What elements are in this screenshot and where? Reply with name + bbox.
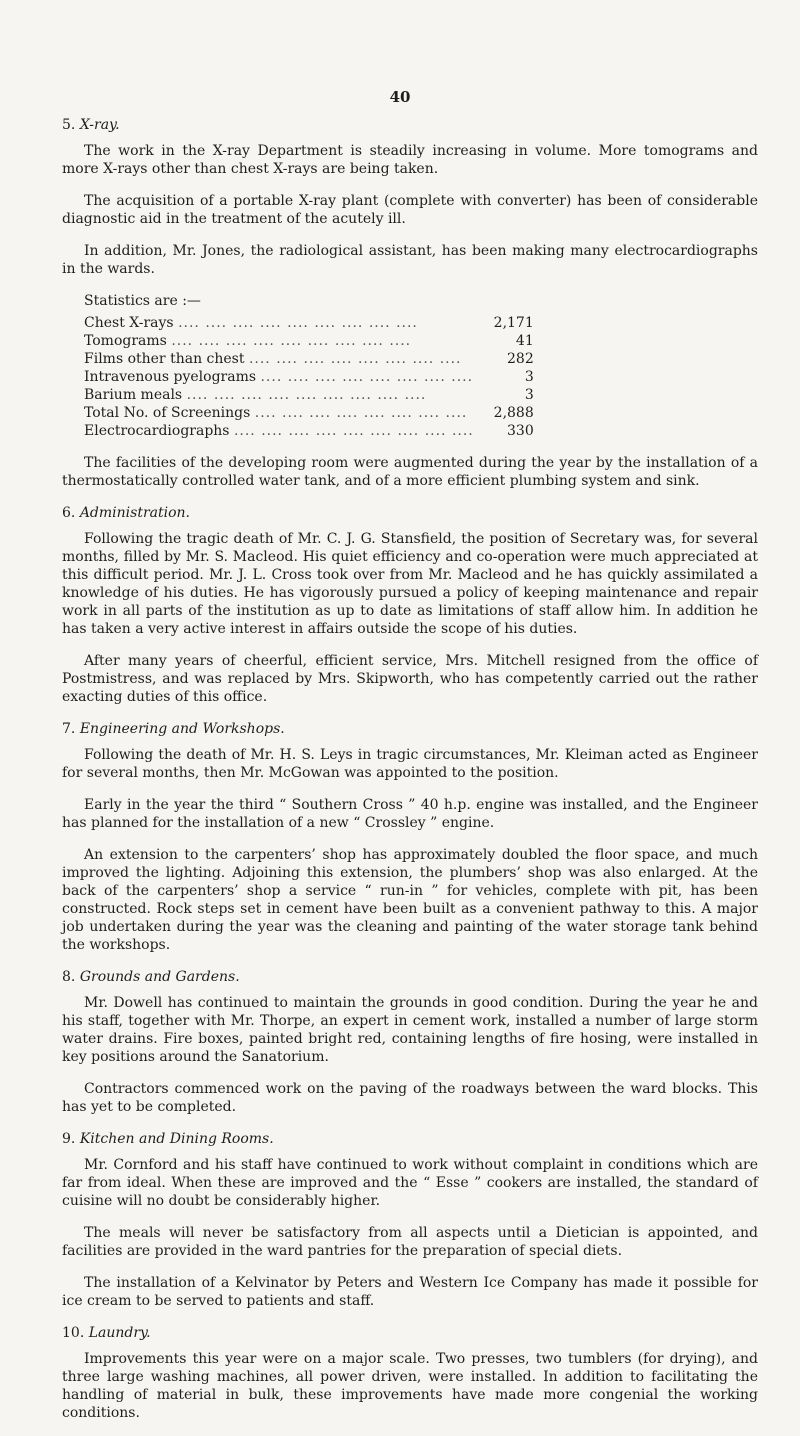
section-number: 7. [62,721,76,737]
table-row: Tomograms .... .... .... .... .... .... .... .... .... 41 [84,333,534,349]
paragraph: After many years of cheerful, efficient service, Mrs. Mitchell resigned from the office of Postmistress, and was replaced by Mrs. Skipworth, who has competently carried out the rather exacting duties of this office. [62,653,758,705]
stat-value: 3 [524,387,534,403]
stat-value: 2,888 [493,405,534,421]
section-laundry [62,1324,758,1422]
section-number: 8. [62,969,76,985]
page-content [62,116,758,1436]
paragraph: Early in the year the third “ Southern Cross ” 40 h.p. engine was installed, and the Engineer has planned for the installation of a new “ Crossley ” engine. [62,797,758,831]
section-title: Engineering and Workshops. [79,721,285,737]
stat-label: Total No. of Screenings [84,405,251,421]
paragraph: The facilities of the developing room were augmented during the year by the installation of a thermostatically controlled water tank, and of a more efficient plumbing system and sink. [62,455,758,489]
section-title: Grounds and Gardens. [79,969,240,985]
page-number: 40 [389,88,411,106]
stat-value: 282 [507,351,534,367]
section-number: 9. [62,1131,76,1147]
paragraph: The work in the X-ray Department is steadily increasing in volume. More tomograms and more X-rays other than chest X-rays are being taken. [62,143,758,177]
table-row: Electrocardiographs .... .... .... .... .... .... .... .... .... 330 [84,423,534,439]
paragraph: In addition, Mr. Jones, the radiological assistant, has been making many electrocardiographs in the wards. [62,243,758,277]
section-title: Laundry. [88,1325,151,1341]
table-row: Total No. of Screenings .... .... .... .... .... .... .... .... 2,888 [84,405,534,421]
table-row: Intravenous pyelograms .... .... .... .... .... .... .... .... 3 [84,369,534,385]
stat-label: Films other than chest [84,351,245,367]
paragraph: Following the tragic death of Mr. C. J. G. Stansfield, the position of Secretary was, for several months, filled by Mr. S. Macleod. His quiet efficiency and co-operation were much appreciated at this difficult period. Mr. J. L. Cross took over from Mr. Macleod and he has quickly assimilated a knowledge of his duties. He has vigorously pursued a policy of keeping maintenance and repair work in all parts of the institution as up to date as limitations of staff allow him. In addition he has taken a very active interest in affairs outside the scope of his duties. [62,531,758,637]
stat-label: Intravenous pyelograms [84,369,257,385]
section-administration [62,504,758,706]
table-row: Barium meals .... .... .... .... .... .... .... .... .... 3 [84,387,534,403]
stat-label: Barium meals [84,387,183,403]
section-engineering [62,720,758,954]
stat-value: 41 [515,333,534,349]
paragraph: Mr. Dowell has continued to maintain the grounds in good condition. During the year he and his staff, together with Mr. Thorpe, an expert in cement work, installed a number of large storm water drains. Fire boxes, painted bright red, containing lengths of fire hosing, were installed in key positions around the Sanatorium. [62,995,758,1065]
section-heading [62,504,758,522]
section-title: X-ray. [79,117,120,133]
stat-value: 2,171 [493,315,534,331]
paragraph: The installation of a Kelvinator by Peters and Western Ice Company has made it possible for ice cream to be served to patients and staff. [62,1275,758,1309]
paragraph: Following the death of Mr. H. S. Leys in tragic circumstances, Mr. Kleiman acted as Engineer for several months, then Mr. McGowan was appointed to the position. [62,747,758,781]
paragraph: The meals will never be satisfactory from all aspects until a Dietician is appointed, and facilities are provided in the ward pantries for the preparation of special diets. [62,1225,758,1259]
stat-value: 3 [524,369,534,385]
section-number: 5. [62,117,76,133]
section-heading [62,968,758,986]
paragraph: Contractors commenced work on the paving of the roadways between the ward blocks. This has yet to be completed. [62,1081,758,1115]
statistics-table [84,314,534,440]
table-row: Chest X-rays .... .... .... .... .... .... .... .... .... 2,171 [84,315,534,331]
section-xray [62,116,758,490]
stat-label: Tomograms [84,333,167,349]
paragraph: An extension to the carpenters’ shop has approximately doubled the floor space, and much improved the lighting. Adjoining this extension, the plumbers’ shop was also enlarged. At the back of the carpenters’ shop a service “ run-in ” for vehicles, complete with pit, has been constructed. Rock steps set in cement have been built as a convenient pathway to this. A major job undertaken during the year was the cleaning and painting of the water storage tank behind the workshops. [62,847,758,953]
paragraph: The acquisition of a portable X-ray plant (complete with converter) has been of considerable diagnostic aid in the treatment of the acutely ill. [62,193,758,227]
stat-label: Electrocardiographs [84,423,230,439]
section-grounds [62,968,758,1116]
section-heading [62,116,758,134]
section-number: 6. [62,505,76,521]
section-heading [62,1130,758,1148]
section-title: Administration. [79,505,190,521]
section-heading [62,1324,758,1342]
table-row: Films other than chest .... .... .... .... .... .... .... .... 282 [84,351,534,367]
paragraph: Mr. Cornford and his staff have continued to work without complaint in conditions which are far from ideal. When these are improved and the “ Esse ” cookers are installed, the standard of cuisine will no doubt be considerably higher. [62,1157,758,1209]
stats-intro: Statistics are :— [84,293,201,309]
paragraph: Improvements this year were on a major scale. Two presses, two tumblers (for drying), and three large washing machines, all power driven, were installed. In addition to facilitating the handling of material in bulk, these improvements have made more congenial the working conditions. [62,1351,758,1421]
stat-label: Chest X-rays [84,315,174,331]
section-number: 10. [62,1325,85,1341]
section-kitchen [62,1130,758,1310]
section-heading [62,720,758,738]
stat-value: 330 [507,423,534,439]
section-title: Kitchen and Dining Rooms. [79,1131,274,1147]
